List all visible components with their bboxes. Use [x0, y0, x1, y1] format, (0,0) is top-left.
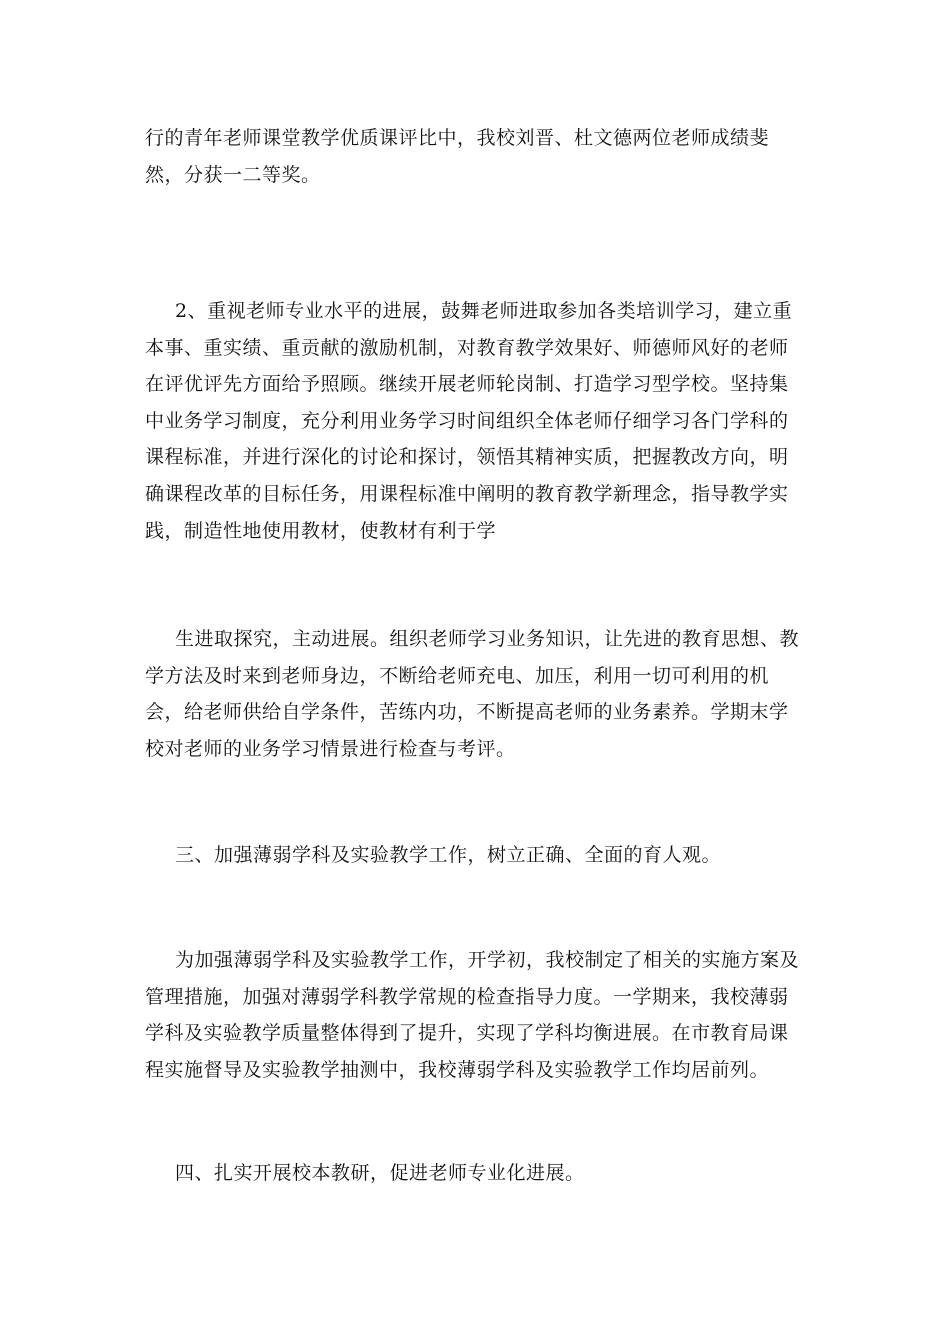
paragraph-award-result: 行的青年老师课堂教学优质课评比中，我校刘晋、杜文德两位老师成绩斐然，分获一二等奖。	[145, 127, 770, 186]
paragraph-weak-subjects: 为加强薄弱学科及实验教学工作，开学初，我校制定了相关的实施方案及管理措施，加强对薄弱学科教学常规的检查指导力度。一学期来，我校薄弱学科及实验教学质量整体得到了提升，实现了学科均衡进展。在市教育局课程实施督导及实验教学抽测中，我校薄弱学科及实验教学工作均居前列。	[145, 949, 800, 1081]
section-heading-school-research: 四、扎实开展校本教研，促进老师专业化进展。	[175, 1162, 585, 1184]
section-heading-weak-subjects: 三、加强薄弱学科及实验教学工作，树立正确、全面的育人观。	[175, 844, 722, 866]
paragraph-teacher-development: 2、重视老师专业水平的进展，鼓舞老师进取参加各类培训学习，建立重本事、重实绩、重贡献的激励机制，对教育教学效果好、师德师风好的老师在评优评先方面给予照顾。继续开展老师轮岗制、打造学习型学校。坚持集中业务学习制度，充分利用业务学习时间组织全体老师仔细学习各门学科的课程标准，并进行深化的讨论和探讨，领悟其精神实质，把握教改方向，明确课程改革的目标任务，用课程标准中阐明的教育教学新理念，指导教学实践，制造性地使用教材，使教材有利于学	[145, 300, 793, 542]
paragraph-professional-learning: 生进取探究，主动进展。组织老师学习业务知识，让先进的教育思想、教学方法及时来到老师身边，不断给老师充电、加压，利用一切可利用的机会，给老师供给自学条件，苦练内功，不断提高老师的业务素养。学期末学校对老师的业务学习情景进行检查与考评。	[145, 628, 800, 760]
